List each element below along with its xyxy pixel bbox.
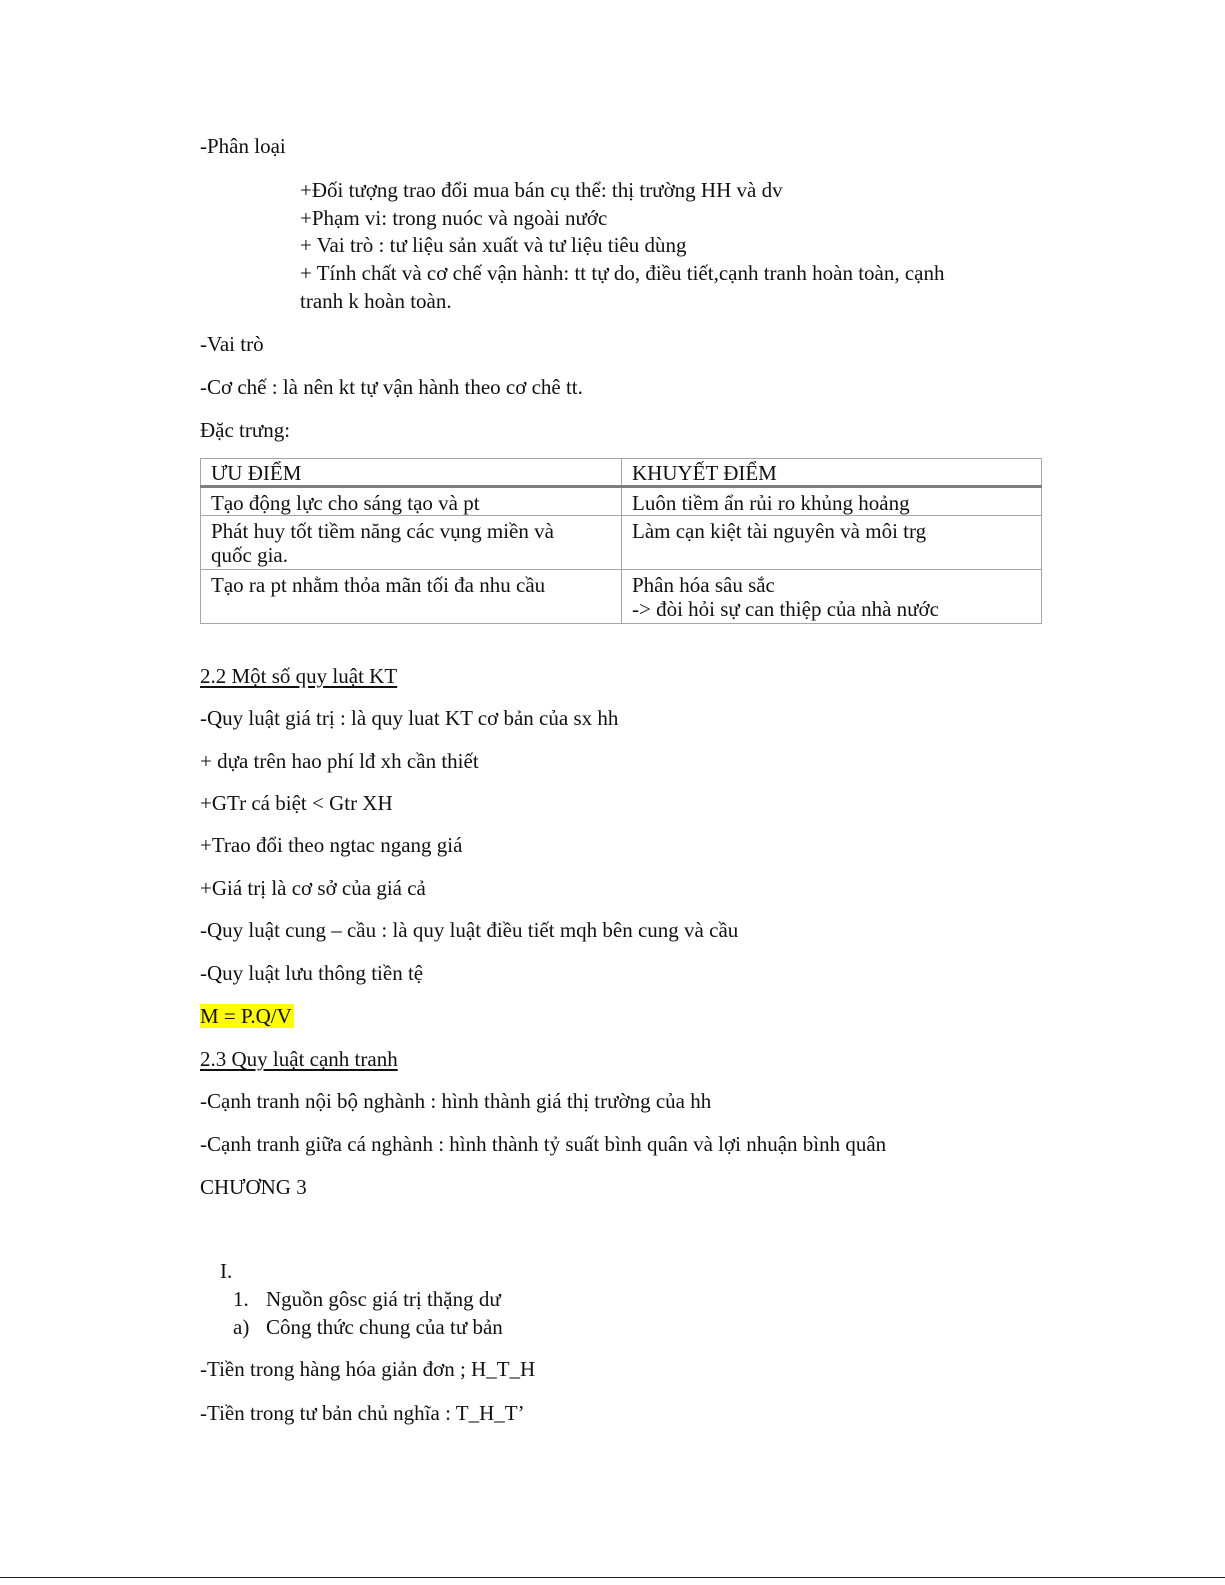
con-cell: [622, 487, 1042, 516]
page-bottom-divider: [0, 1577, 1225, 1578]
section-2-2-heading: 2.2 Một số quy luật KT: [200, 664, 398, 688]
chapter-heading: CHƯƠNG 3: [200, 1175, 307, 1199]
cell-text: Luôn tiềm ẩn rủi ro khủng hoảng: [632, 491, 910, 515]
con-cell: [622, 516, 1042, 570]
features-heading: Đặc trưng:: [200, 418, 291, 442]
table-row: [201, 570, 1042, 624]
highlighted-formula: M = P.Q/V: [200, 1004, 292, 1028]
outline-alpha: [233, 1314, 503, 1340]
value-law-point: +GTr cá biệt < Gtr XH: [200, 791, 393, 815]
money-form-line: -Tiền trong hàng hóa giản đơn ; H_T_H: [200, 1357, 536, 1381]
formula: [200, 1003, 294, 1029]
classification-item: tranh k hoàn toàn.: [300, 289, 452, 313]
pro-cell: [201, 516, 622, 570]
pros-cons-table: [200, 458, 1042, 624]
list-text: Nguồn gôsc giá trị thặng dư: [266, 1287, 501, 1311]
header-pros: ƯU ĐIỂM: [201, 459, 622, 487]
classification-item: + Tính chất và cơ chế vận hành: tt tự do, điều tiết,cạnh tranh hoàn toàn, cạnh: [300, 261, 945, 285]
value-law-point: +Trao đổi theo ngtac ngang giá: [200, 833, 463, 857]
outline-numbered: [233, 1286, 501, 1312]
classification-item: +Đối tượng trao đổi mua bán cụ thể: thị trường HH và dv: [300, 178, 783, 202]
cell-text: Tạo động lực cho sáng tạo và pt: [211, 491, 480, 515]
classification-item: + Vai trò : tư liệu sản xuất và tư liệu tiêu dùng: [300, 233, 687, 257]
classification-heading: -Phân loại: [200, 134, 286, 158]
section-2-3-heading: 2.3 Quy luật cạnh tranh: [200, 1047, 398, 1071]
list-text: Công thức chung của tư bản: [266, 1315, 503, 1339]
money-form-line: -Tiền trong tư bản chủ nghĩa : T_H_T’: [200, 1401, 525, 1425]
cell-text: Phân hóa sâu sắc: [632, 573, 775, 597]
list-marker: a): [233, 1315, 250, 1339]
competition-line: -Cạnh tranh nội bộ nghành : hình thành giá thị trường của hh: [200, 1089, 712, 1113]
competition-line: -Cạnh tranh giữa cá nghành : hình thành tỷ suất bình quân và lợi nhuận bình quân: [200, 1132, 887, 1156]
value-law-point: +Giá trị là cơ sở của giá cả: [200, 876, 426, 900]
pro-cell: [201, 570, 622, 624]
con-cell: [622, 570, 1042, 624]
pro-cell: [201, 487, 622, 516]
value-law: -Quy luật giá trị : là quy luat KT cơ bản của sx hh: [200, 706, 619, 730]
table-row: [201, 487, 1042, 516]
mechanism-line: -Cơ chế : là nên kt tự vận hành theo cơ chê tt.: [200, 375, 583, 399]
header-cons: KHUYẾT ĐIỂM: [622, 459, 1042, 487]
list-marker: I.: [220, 1259, 233, 1283]
classification-item: +Phạm vi: trong nuóc và ngoài nước: [300, 206, 608, 230]
table-header-row: [201, 459, 1042, 487]
role-heading: -Vai trò: [200, 332, 264, 356]
cell-text: Phát huy tốt tiềm năng các vụng miền và: [211, 519, 554, 543]
list-marker: 1.: [233, 1287, 249, 1311]
cell-text: Tạo ra pt nhằm thỏa mãn tối đa nhu cầu: [211, 573, 546, 597]
table-row: [201, 516, 1042, 570]
value-law-point: + dựa trên hao phí lđ xh cần thiết: [200, 749, 479, 773]
cell-text: -> đòi hỏi sự can thiệp của nhà nước: [632, 597, 939, 621]
cell-text: Làm cạn kiệt tài nguyên và môi trg: [632, 519, 927, 543]
money-circulation-law: -Quy luật lưu thông tiền tệ: [200, 961, 424, 985]
outline-roman: [220, 1258, 232, 1284]
cell-text: quốc gia.: [211, 543, 288, 567]
supply-demand-law: -Quy luật cung – cầu : là quy luật điều tiết mqh bên cung và cầu: [200, 918, 739, 942]
